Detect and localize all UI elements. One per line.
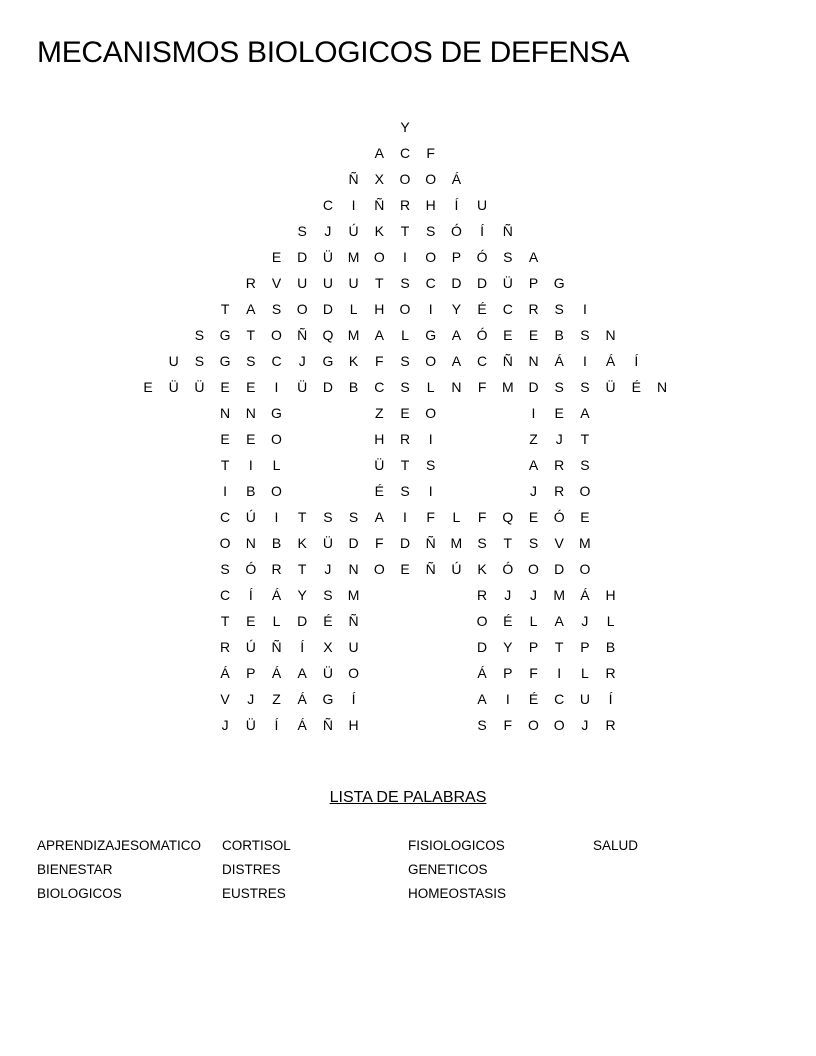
grid-letter: O	[425, 171, 437, 187]
grid-letter: B	[605, 639, 616, 655]
grid-letter: O	[271, 431, 282, 447]
grid-letter: I	[223, 483, 228, 499]
grid-letter: Z	[529, 431, 538, 447]
grid-letter: A	[374, 509, 384, 525]
grid-letter: U	[348, 275, 359, 291]
grid-letter: B	[271, 535, 282, 551]
grid-letter: M	[553, 587, 566, 603]
grid-letter: E	[400, 405, 410, 421]
grid-letter: F	[375, 353, 384, 369]
grid-letter: Á	[605, 353, 616, 369]
grid-letter: Í	[351, 691, 356, 707]
grid-letter: F	[529, 665, 538, 681]
grid-letter: S	[426, 457, 436, 473]
grid-letter: U	[297, 275, 308, 291]
word-list-item: SALUD	[593, 838, 639, 853]
grid-letter: H	[425, 197, 436, 213]
grid-letter: C	[220, 587, 231, 603]
grid-letter: Ñ	[374, 197, 385, 213]
grid-letter: A	[451, 353, 462, 369]
grid-letter: É	[631, 379, 641, 395]
grid-letter: K	[477, 561, 487, 577]
grid-letter: E	[580, 509, 590, 525]
grid-letter: O	[476, 613, 488, 629]
grid-letter: Ó	[502, 561, 514, 577]
grid-letter: K	[348, 353, 359, 369]
word-list-item: FISIOLOGICOS	[408, 838, 505, 853]
grid-letter: A	[246, 301, 256, 317]
grid-letter: T	[297, 509, 307, 525]
grid-letter: B	[554, 327, 564, 343]
grid-letter: I	[403, 249, 407, 265]
grid-letter: É	[503, 613, 513, 629]
grid-letter: S	[297, 223, 307, 239]
grid-letter: S	[400, 353, 410, 369]
grid-letter: T	[554, 639, 564, 655]
grid-letter: S	[323, 587, 333, 603]
grid-letter: G	[322, 691, 334, 707]
grid-letter: K	[297, 535, 307, 551]
grid-letter: I	[582, 353, 587, 369]
grid-letter: Ñ	[425, 561, 436, 577]
grid-letter: T	[220, 301, 230, 317]
grid-letter: O	[219, 535, 231, 551]
grid-letter: Ü	[322, 535, 333, 551]
grid-letter: Y	[400, 119, 410, 135]
grid-letter: Ú	[245, 509, 256, 525]
grid-letter: Ú	[451, 561, 462, 577]
grid-letter: R	[220, 639, 231, 655]
grid-letter: S	[246, 353, 256, 369]
grid-letter: S	[477, 717, 487, 733]
grid-letter: S	[503, 249, 513, 265]
grid-letter: Ü	[168, 379, 179, 395]
grid-letter: R	[399, 431, 411, 447]
grid-letter: E	[246, 379, 256, 395]
grid-letter: H	[374, 301, 385, 317]
word-list-item: CORTISOL	[222, 838, 291, 853]
grid-letter: O	[425, 249, 437, 265]
grid-letter: D	[528, 379, 539, 395]
word-list-heading: LISTA DE PALABRAS	[329, 789, 487, 806]
grid-letter: A	[554, 613, 564, 629]
grid-letter: Ñ	[425, 535, 436, 551]
grid-letter: G	[219, 327, 231, 343]
grid-letter: J	[581, 613, 589, 629]
grid-letter: Á	[451, 171, 462, 187]
grid-letter: É	[323, 613, 333, 629]
grid-letter: E	[528, 509, 539, 525]
grid-letter: S	[194, 327, 205, 343]
grid-letter: S	[220, 561, 230, 577]
grid-letter: E	[400, 561, 410, 577]
grid-letter: O	[271, 327, 282, 343]
grid-letter: Ñ	[322, 717, 333, 733]
grid-letter: X	[374, 171, 384, 187]
grid-letter: I	[582, 301, 587, 317]
grid-letter: T	[400, 223, 410, 239]
grid-letter: S	[580, 379, 590, 395]
grid-letter: T	[220, 613, 230, 629]
word-list-item: HOMEOSTASIS	[408, 886, 507, 901]
grid-letter: G	[219, 353, 231, 369]
grid-letter: U	[168, 353, 179, 369]
grid-letter: J	[555, 431, 563, 447]
grid-letter: M	[347, 249, 360, 265]
grid-letter: R	[605, 665, 616, 681]
grid-letter: N	[220, 405, 231, 421]
grid-letter: H	[348, 717, 359, 733]
grid-letter: J	[247, 691, 255, 707]
grid-letter: I	[274, 509, 279, 525]
grid-letter: O	[553, 717, 565, 733]
grid-letter: S	[580, 327, 590, 343]
grid-letter: I	[428, 483, 433, 499]
grid-letter: A	[374, 327, 384, 343]
grid-letter: L	[349, 301, 358, 317]
grid-letter: A	[374, 145, 384, 161]
grid-letter: C	[220, 509, 231, 525]
grid-letter: Ó	[553, 509, 565, 525]
grid-letter: Y	[503, 639, 513, 655]
grid-letter: N	[605, 327, 616, 343]
grid-letter: I	[274, 379, 279, 395]
grid-letter: Ú	[245, 639, 256, 655]
grid-letter: Í	[634, 353, 639, 369]
grid-letter: Ñ	[271, 639, 282, 655]
grid-letter: Ó	[476, 327, 488, 343]
grid-letter: L	[401, 327, 409, 343]
grid-letter: J	[324, 561, 332, 577]
grid-letter: O	[348, 665, 360, 681]
grid-letter: O	[528, 717, 539, 733]
grid-letter: Á	[271, 665, 282, 681]
word-list-item: BIOLOGICOS	[37, 886, 122, 901]
grid-letter: S	[400, 379, 410, 395]
grid-letter: E	[554, 405, 564, 421]
grid-letter: L	[272, 457, 281, 473]
grid-letter: Á	[554, 353, 564, 369]
grid-letter: Z	[272, 691, 281, 707]
grid-letter: Ü	[374, 457, 385, 473]
grid-letter: C	[477, 353, 488, 369]
grid-letter: S	[554, 379, 564, 395]
grid-letter: Á	[271, 587, 282, 603]
grid-letter: R	[399, 197, 411, 213]
word-list-item: GENETICOS	[408, 862, 488, 877]
grid-letter: Ñ	[502, 223, 513, 239]
grid-letter: S	[426, 223, 436, 239]
grid-letter: L	[529, 613, 538, 629]
grid-letter: R	[605, 717, 616, 733]
grid-letter: Á	[477, 665, 487, 681]
grid-letter: C	[322, 197, 333, 213]
grid-letter: V	[554, 535, 564, 551]
grid-letter: I	[428, 301, 433, 317]
grid-letter: D	[554, 561, 565, 577]
grid-letter: Ñ	[348, 613, 359, 629]
grid-letter: J	[530, 587, 537, 603]
grid-letter: N	[656, 379, 668, 395]
grid-letter: F	[375, 535, 384, 551]
grid-letter: Ñ	[297, 327, 308, 343]
grid-letter: R	[477, 587, 488, 603]
grid-letter: D	[451, 275, 462, 291]
grid-letter: S	[400, 483, 410, 499]
grid-letter: Á	[297, 717, 307, 733]
grid-letter: M	[347, 327, 360, 343]
grid-letter: L	[580, 665, 589, 681]
grid-letter: D	[477, 275, 488, 291]
grid-letter: I	[531, 405, 536, 421]
grid-letter: A	[451, 327, 462, 343]
grid-letter: S	[323, 509, 333, 525]
grid-letter: D	[297, 249, 308, 265]
grid-letter: N	[245, 405, 256, 421]
grid-letter: P	[451, 249, 462, 265]
grid-letter: Ñ	[348, 171, 359, 187]
grid-letter: P	[528, 275, 539, 291]
grid-letter: E	[503, 327, 513, 343]
grid-letter: M	[501, 379, 514, 395]
grid-letter: Z	[375, 405, 384, 421]
grid-letter: R	[554, 483, 565, 499]
grid-letter: I	[248, 457, 253, 473]
grid-letter: Y	[451, 301, 462, 317]
grid-letter: M	[347, 587, 360, 603]
grid-letter: A	[580, 405, 590, 421]
grid-letter: N	[245, 535, 256, 551]
grid-letter: Í	[300, 639, 305, 655]
grid-letter: Í	[454, 197, 459, 213]
grid-letter: Ü	[322, 249, 333, 265]
grid-letter: G	[271, 405, 282, 421]
grid-letter: E	[271, 249, 282, 265]
grid-letter: Ó	[450, 223, 462, 239]
grid-letter: O	[425, 353, 437, 369]
grid-letter: Ü	[297, 379, 308, 395]
grid-letter: C	[399, 145, 411, 161]
grid-letter: O	[528, 561, 539, 577]
grid-letter: N	[348, 561, 359, 577]
grid-letter: Ü	[245, 717, 256, 733]
grid-letter: U	[579, 691, 590, 707]
grid-letter: A	[528, 457, 539, 473]
word-list-item: BIENESTAR	[37, 862, 113, 877]
grid-letter: P	[246, 665, 256, 681]
grid-letter: U	[322, 275, 333, 291]
grid-letter: U	[477, 197, 488, 213]
grid-letter: Ü	[322, 665, 333, 681]
grid-letter: L	[272, 613, 281, 629]
grid-letter: Ü	[605, 379, 616, 395]
grid-letter: S	[400, 275, 410, 291]
grid-letter: C	[271, 353, 282, 369]
grid-letter: J	[298, 353, 306, 369]
grid-letter: Ñ	[502, 353, 513, 369]
grid-letter: K	[374, 223, 384, 239]
grid-letter: P	[503, 665, 513, 681]
grid-letter: Ú	[348, 223, 359, 239]
grid-letter: T	[503, 535, 513, 551]
grid-letter: G	[553, 275, 565, 291]
grid-letter: U	[348, 639, 359, 655]
grid-letter: E	[246, 431, 256, 447]
grid-letter: T	[297, 561, 307, 577]
grid-letter: É	[374, 483, 384, 499]
grid-letter: T	[400, 457, 410, 473]
grid-letter: Í	[248, 587, 253, 603]
grid-letter: V	[220, 691, 230, 707]
grid-letter: Í	[274, 717, 279, 733]
grid-letter: Y	[297, 587, 307, 603]
grid-letter: Á	[580, 587, 590, 603]
grid-letter: O	[373, 249, 385, 265]
grid-letter: F	[426, 509, 435, 525]
grid-letter: M	[450, 535, 463, 551]
grid-letter: R	[528, 301, 539, 317]
grid-letter: B	[246, 483, 256, 499]
grid-letter: T	[580, 431, 590, 447]
grid-letter: V	[271, 275, 282, 291]
grid-letter: N	[528, 353, 539, 369]
grid-letter: C	[502, 301, 513, 317]
grid-letter: R	[245, 275, 256, 291]
grid-letter: J	[221, 717, 229, 733]
grid-letter: X	[323, 639, 333, 655]
grid-letter: O	[399, 171, 411, 187]
grid-letter: E	[143, 379, 153, 395]
grid-letter: J	[504, 587, 512, 603]
grid-letter: J	[581, 717, 589, 733]
grid-letter: L	[452, 509, 461, 525]
page-title: MECANISMOS BIOLOGICOS DE DEFENSA	[37, 36, 630, 69]
grid-letter: S	[271, 301, 282, 317]
grid-letter: S	[554, 301, 564, 317]
grid-letter: S	[348, 509, 359, 525]
grid-letter: H	[605, 587, 616, 603]
grid-letter: O	[271, 483, 282, 499]
grid-letter: D	[322, 301, 333, 317]
grid-letter: G	[322, 353, 334, 369]
grid-letter: N	[451, 379, 462, 395]
grid-letter: T	[220, 457, 230, 473]
grid-letter: L	[606, 613, 615, 629]
grid-letter: O	[296, 301, 308, 317]
grid-letter: S	[528, 535, 539, 551]
grid-letter: M	[579, 535, 591, 551]
grid-letter: Í	[480, 223, 485, 239]
grid-letter: A	[477, 691, 487, 707]
grid-letter: O	[399, 301, 411, 317]
grid-letter: T	[246, 327, 256, 343]
grid-letter: E	[220, 379, 230, 395]
grid-letter: O	[579, 483, 591, 499]
word-list-item: DISTRES	[222, 862, 281, 877]
grid-letter: A	[528, 249, 539, 265]
grid-letter: E	[220, 431, 230, 447]
grid-letter: I	[505, 691, 510, 707]
grid-letter: R	[271, 561, 282, 577]
grid-letter: I	[557, 665, 562, 681]
grid-letter: Ü	[194, 379, 205, 395]
grid-letter: B	[348, 379, 359, 395]
grid-letter: E	[528, 327, 539, 343]
grid-letter: D	[297, 613, 308, 629]
grid-letter: Ó	[245, 561, 257, 577]
grid-letter: É	[528, 691, 539, 707]
grid-letter: I	[403, 509, 407, 525]
grid-letter: S	[194, 353, 205, 369]
grid-letter: L	[426, 379, 435, 395]
grid-letter: D	[322, 379, 333, 395]
grid-letter: Q	[322, 327, 334, 343]
grid-letter: S	[580, 457, 590, 473]
grid-letter: T	[375, 275, 384, 291]
grid-letter: Í	[608, 691, 613, 707]
grid-letter: R	[554, 457, 565, 473]
grid-letter: C	[554, 691, 565, 707]
grid-letter: G	[425, 327, 437, 343]
grid-letter: J	[324, 223, 332, 239]
grid-letter: I	[351, 197, 356, 213]
grid-letter: Q	[502, 509, 514, 525]
grid-letter: D	[477, 639, 488, 655]
grid-letter: F	[503, 717, 513, 733]
grid-letter: C	[425, 275, 436, 291]
grid-letter: É	[477, 301, 487, 317]
grid-letter: O	[425, 405, 437, 421]
grid-letter: Ü	[502, 275, 513, 291]
grid-letter: I	[428, 431, 433, 447]
word-list-item: APRENDIZAJESOMATICO	[37, 838, 202, 853]
grid-letter: Ó	[476, 249, 488, 265]
grid-letter: D	[348, 535, 359, 551]
grid-letter: F	[477, 509, 487, 525]
grid-letter: D	[399, 535, 411, 551]
grid-letter: E	[246, 613, 256, 629]
grid-letter: C	[374, 379, 385, 395]
grid-letter: Á	[297, 691, 307, 707]
grid-letter: P	[580, 639, 590, 655]
word-list-item: EUSTRES	[222, 886, 286, 901]
grid-letter: H	[374, 431, 385, 447]
grid-letter: A	[297, 665, 307, 681]
grid-letter: Á	[220, 665, 230, 681]
grid-letter: F	[426, 145, 435, 161]
grid-letter: O	[373, 561, 385, 577]
grid-letter: S	[477, 535, 487, 551]
grid-letter: P	[528, 639, 539, 655]
grid-letter: J	[530, 483, 537, 499]
grid-letter: F	[477, 379, 487, 395]
grid-letter: O	[579, 561, 591, 577]
